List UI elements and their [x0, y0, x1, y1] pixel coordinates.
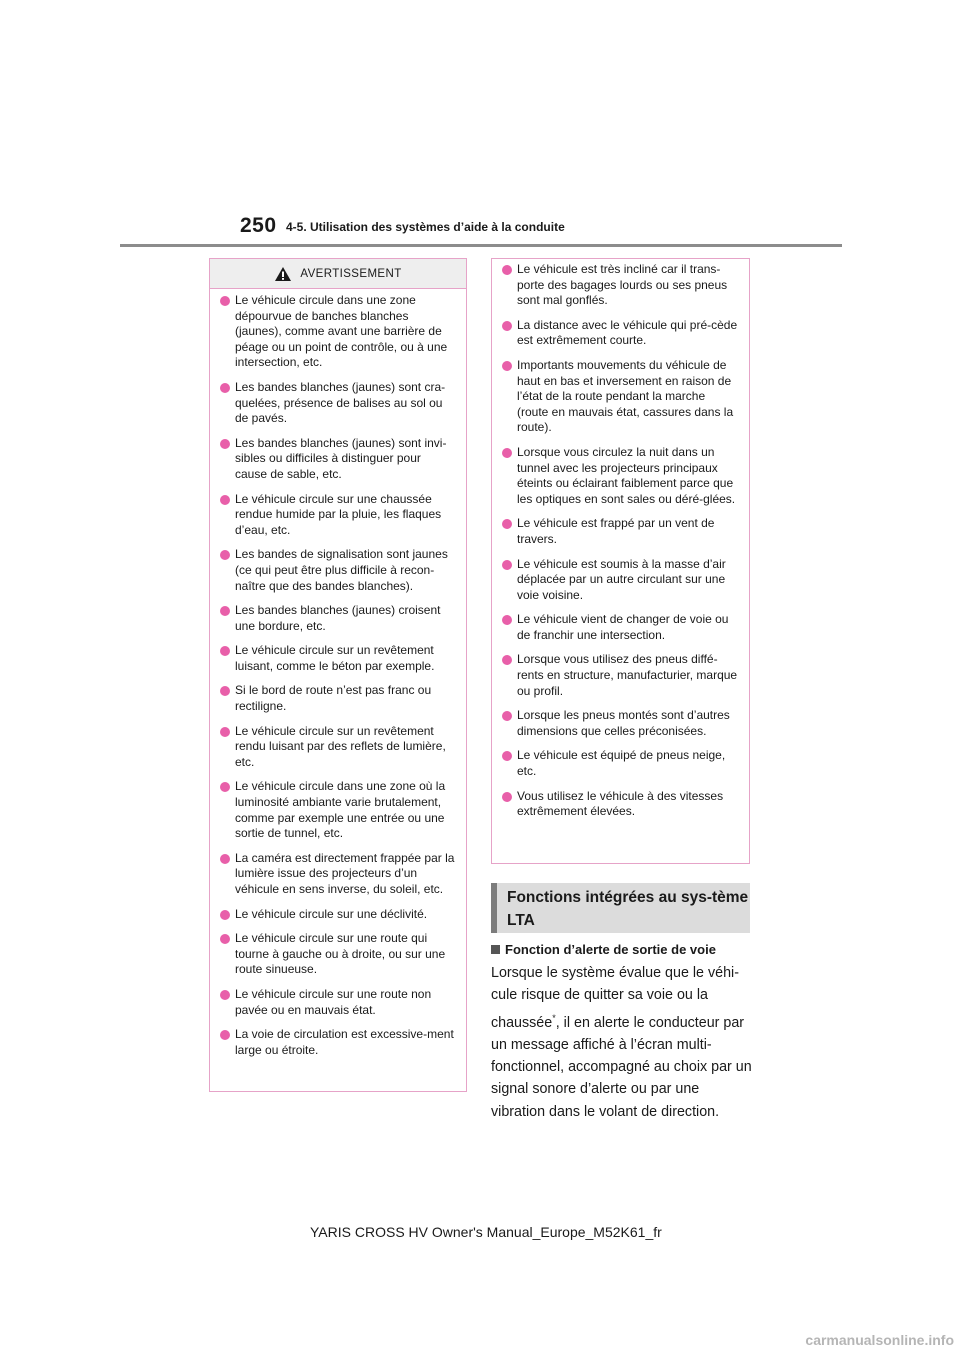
- bullet-text: Les bandes blanches (jaunes) sont invi-sibles ou difficiles à distinguer pour cause de sable, etc.: [235, 435, 447, 481]
- bullet-text: Le véhicule circule dans une zone où la luminosité ambiante varie brutalement, comme par exemple une entrée ou une sortie de tunnel, etc.: [235, 779, 446, 841]
- bullet-item: [220, 779, 456, 841]
- bullet-item: [220, 931, 456, 978]
- bullet-dot-icon: [220, 606, 230, 616]
- bullet-dot-icon: [502, 448, 512, 458]
- bullet-item: [220, 851, 456, 898]
- bullet-dot-icon: [220, 910, 230, 920]
- bullet-text: Le véhicule circule sur un revêtement rendu luisant par des reflets de lumière, etc.: [235, 723, 446, 769]
- warning-triangle-icon: [274, 266, 292, 282]
- bullet-dot-icon: [502, 792, 512, 802]
- bullet-item: [502, 708, 739, 739]
- warning-header: [210, 259, 466, 289]
- bullet-text: La voie de circulation est excessive-ment large ou étroite.: [235, 1027, 454, 1057]
- bullet-dot-icon: [220, 854, 230, 864]
- bullet-dot-icon: [220, 686, 230, 696]
- bullet-text: La distance avec le véhicule qui pré-cède est extrêmement courte.: [517, 317, 738, 348]
- bullet-dot-icon: [220, 934, 230, 944]
- bullet-item: [502, 557, 739, 604]
- bullet-dot-icon: [220, 296, 230, 306]
- bullet-dot-icon: [502, 711, 512, 721]
- bullet-item: [502, 789, 739, 820]
- bullet-item: [220, 1027, 456, 1058]
- section-paragraph: [491, 962, 753, 1123]
- bullet-dot-icon: [220, 727, 230, 737]
- bullet-dot-icon: [220, 495, 230, 505]
- subheading: [491, 942, 716, 957]
- bullet-item: [220, 907, 456, 923]
- bullet-text: Le véhicule vient de changer de voie ou de franchir une intersection.: [517, 612, 729, 642]
- bullet-text: Les bandes blanches (jaunes) croisent une bordure, etc.: [235, 603, 441, 633]
- paragraph-text-before: Lorsque le système évalue que le véhi-cule risque de quitter sa voie ou la chaussée: [491, 965, 739, 1031]
- header-section-title: 4-5. Utilisation des systèmes d’aide à la conduite: [286, 220, 565, 234]
- bullet-text: Le véhicule circule sur une route qui tourne à gauche ou à droite, ou sur une route sinueuse.: [235, 931, 446, 977]
- bullet-text: Le véhicule circule sur une route non pavée ou en mauvais état.: [235, 986, 432, 1017]
- bullet-text: Le véhicule circule sur un revêtement luisant, comme le béton par exemple.: [235, 643, 435, 673]
- bullet-dot-icon: [220, 646, 230, 656]
- watermark: carmanualsonline.info: [805, 1332, 954, 1348]
- bullet-item: [220, 547, 456, 594]
- subheading-text: Fonction d’alerte de sortie de voie: [505, 942, 716, 957]
- bullet-item: [502, 748, 739, 779]
- warning-box: [209, 258, 467, 1092]
- bullet-text: Lorsque vous utilisez des pneus diffé-rents en structure, manufacturier, marque ou profil.: [517, 652, 738, 698]
- bullet-item: [502, 445, 739, 507]
- bullet-text: Lorsque vous circulez la nuit dans un tunnel avec les projecteurs principaux éteints ou éclairant faiblement parce que les optiques en sont sales ou déré-glées.: [517, 444, 736, 506]
- bullet-item: [502, 652, 739, 699]
- warning-list: [210, 289, 466, 1058]
- bullet-dot-icon: [502, 655, 512, 665]
- header-rule: [120, 244, 842, 247]
- bullet-dot-icon: [220, 990, 230, 1000]
- bullet-item: [220, 987, 456, 1018]
- bullet-item: [220, 643, 456, 674]
- square-bullet-icon: [491, 945, 500, 954]
- bullet-dot-icon: [220, 782, 230, 792]
- bullet-item: [502, 318, 739, 349]
- bullet-item: [220, 436, 456, 483]
- bullet-item: [502, 358, 739, 436]
- bullet-dot-icon: [220, 383, 230, 393]
- warning-continued-box: [491, 258, 750, 864]
- bullet-text: Les bandes de signalisation sont jaunes (ce qui peut être plus difficile à recon-naître que des bandes blanches).: [235, 547, 448, 593]
- bullet-dot-icon: [502, 265, 512, 275]
- bullet-dot-icon: [220, 1030, 230, 1040]
- bullet-text: Le véhicule est soumis à la masse d’air déplacée par un autre circulant sur une voie voisine.: [517, 556, 726, 602]
- bullet-text: Le véhicule circule sur une déclivité.: [235, 906, 428, 921]
- bullet-text: Le véhicule est très incliné car il trans-porte des bagages lourds ou ses pneus sont mal gonflés.: [517, 262, 728, 308]
- bullet-item: [220, 603, 456, 634]
- bullet-item: [220, 293, 456, 371]
- bullet-item: [502, 516, 739, 547]
- bullet-text: Vous utilisez le véhicule à des vitesses extrêmement élevées.: [517, 788, 724, 819]
- page-number: 250: [240, 214, 277, 237]
- footer-text: YARIS CROSS HV Owner's Manual_Europe_M52K61_fr: [310, 1224, 662, 1240]
- bullet-item: [220, 492, 456, 539]
- bullet-text: Le véhicule est frappé par un vent de travers.: [517, 516, 715, 546]
- bullet-item: [220, 683, 456, 714]
- bullet-item: [220, 380, 456, 427]
- bullet-text: Les bandes blanches (jaunes) sont cra-quelées, présence de balises au sol ou de pavés.: [235, 379, 446, 426]
- bullet-text: Le véhicule est équipé de pneus neige, etc.: [517, 748, 726, 779]
- bullet-text: Importants mouvements du véhicule de haut en bas et inversement en raison de l’état de la route pendant la marche (route en mauvais état, cassures dans la route).: [517, 357, 734, 435]
- bullet-dot-icon: [220, 439, 230, 449]
- bullet-text: La caméra est directement frappée par la lumière issue des projecteurs d’un véhicule en sens inverse, du soleil, etc.: [235, 850, 455, 896]
- bullet-dot-icon: [502, 751, 512, 761]
- bullet-text: Lorsque les pneus montés sont d’autres dimensions que celles préconisées.: [517, 708, 730, 738]
- section-title: Fonctions intégrées au sys-tème LTA: [491, 883, 750, 933]
- warning-title: AVERTISSEMENT: [300, 267, 402, 280]
- bullet-dot-icon: [502, 361, 512, 371]
- bullet-dot-icon: [502, 560, 512, 570]
- footnote-mark: *: [552, 1012, 556, 1023]
- bullet-text: Le véhicule circule sur une chaussée rendue humide par la pluie, les flaques d’eau, etc.: [235, 491, 442, 537]
- bullet-dot-icon: [220, 550, 230, 560]
- bullet-text: Le véhicule circule dans une zone dépourvue de banches blanches (jaunes), comme avant une barrière de péage ou un point de contrôle, ou à une intersection, etc.: [235, 293, 448, 370]
- bullet-dot-icon: [502, 321, 512, 331]
- bullet-dot-icon: [502, 615, 512, 625]
- bullet-item: [220, 724, 456, 771]
- bullet-item: [502, 262, 739, 309]
- paragraph-text-after: , il en alerte le conducteur par un message affiché à l’écran multi-fonctionnel, accompagné au choix par un signal sonore d’alerte ou par une vibration dans le volant de direction.: [491, 1014, 752, 1120]
- bullet-item: [502, 612, 739, 643]
- bullet-dot-icon: [502, 519, 512, 529]
- bullet-text: Si le bord de route n’est pas franc ou rectiligne.: [235, 683, 432, 714]
